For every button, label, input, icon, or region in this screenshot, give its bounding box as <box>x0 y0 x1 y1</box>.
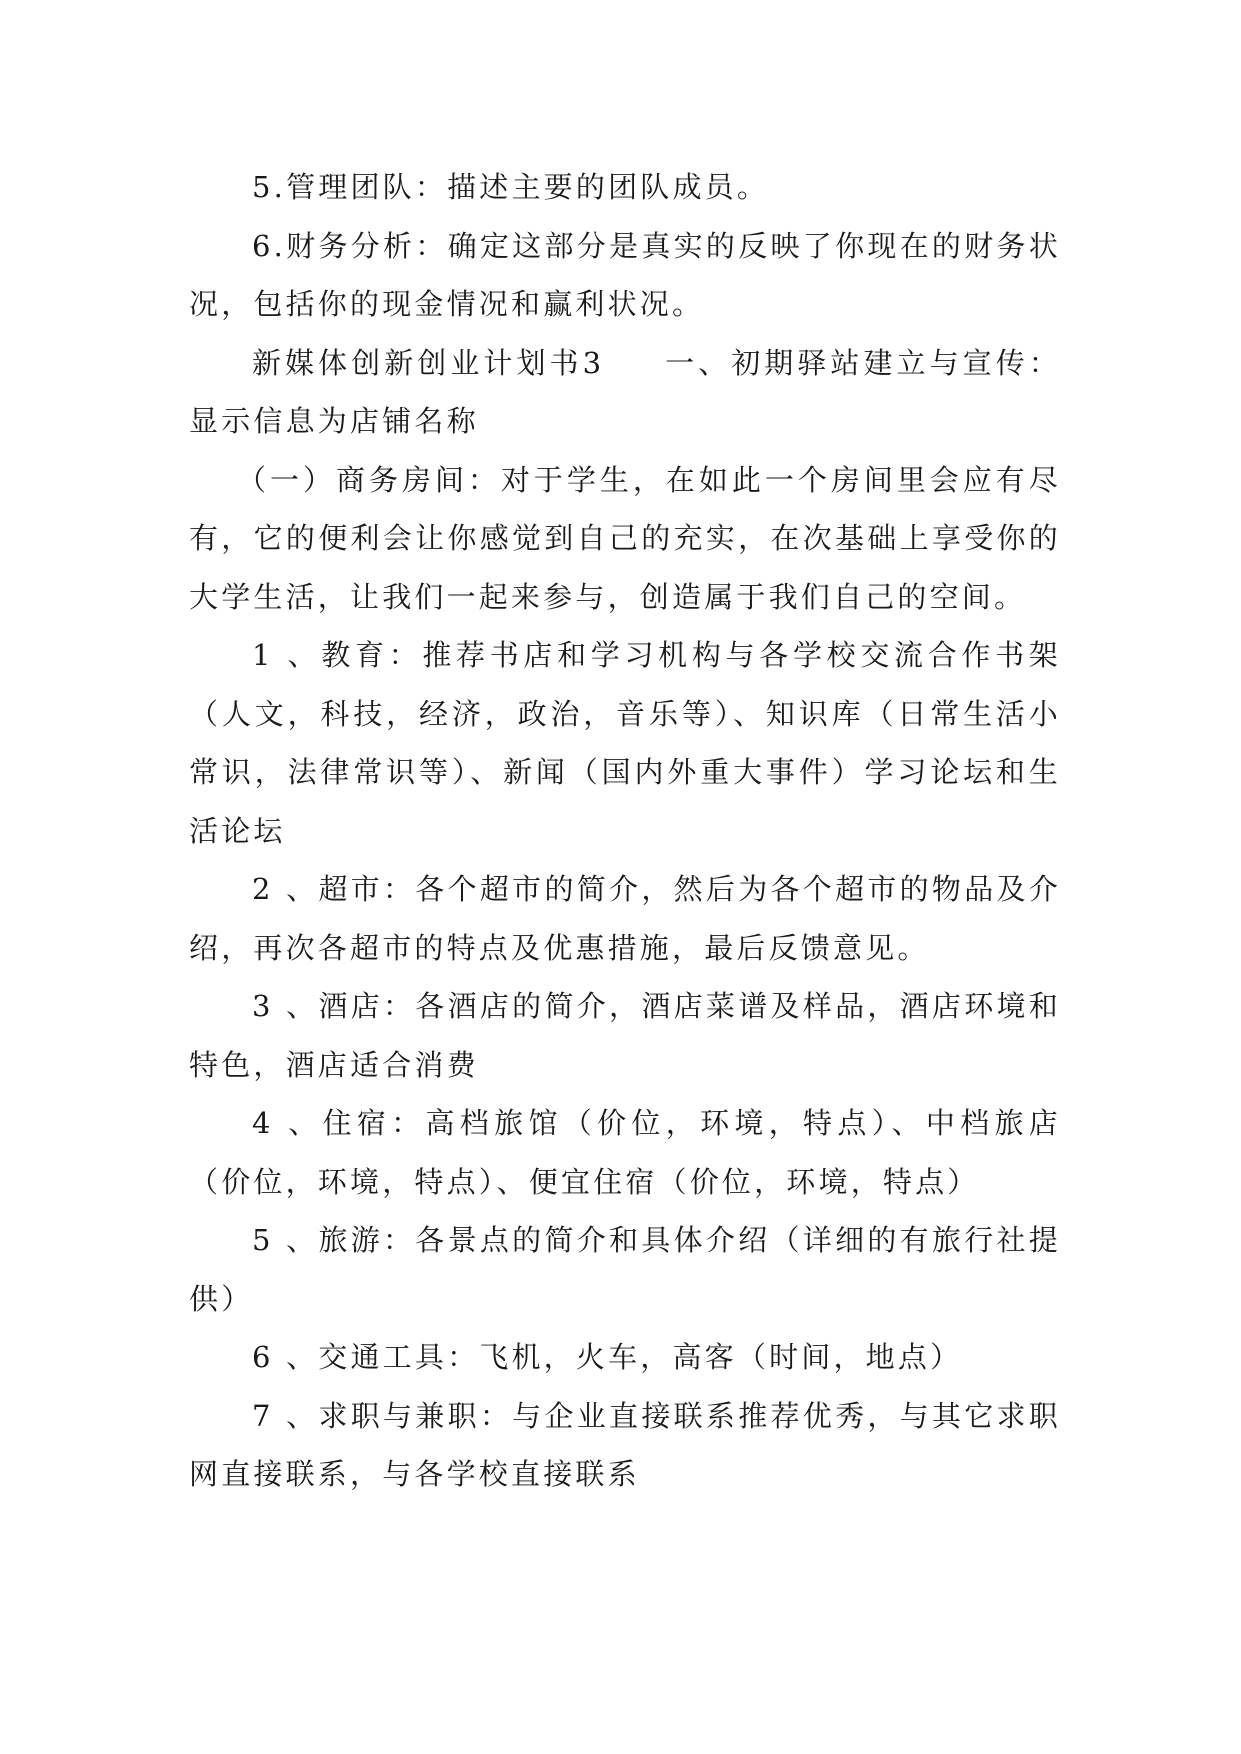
section-one-heading: 一、初期驿站建立与宣传：显示信息为店铺名称 <box>189 345 1061 438</box>
paragraph-business-room: （一）商务房间：对于学生，在如此一个房间里会应有尽有，它的便利会让你感觉到自己的充实，在次基础上享受你的大学生活，让我们一起来参与，创造属于我们自己的空间。 <box>189 462 1061 614</box>
paragraph-transport: 6 、交通工具：飞机，火车，高客（时间，地点） <box>252 1340 963 1374</box>
paragraph-jobs: 7 、求职与兼职：与企业直接联系推荐优秀，与其它求职网直接联系，与各学校直接联系 <box>189 1398 1061 1491</box>
paragraph-supermarket: 2 、超市：各个超市的简介，然后为各个超市的物品及介绍，再次各超市的特点及优惠措施，最后反馈意见。 <box>189 872 1061 965</box>
paragraph-tourism: 5 、旅游：各景点的简介和具体介绍（详细的有旅行社提供） <box>189 1223 1061 1316</box>
paragraph-management-team: 5.管理团队：描述主要的团队成员。 <box>252 170 770 204</box>
plan-title: 新媒体创新创业计划书3 <box>252 345 605 380</box>
paragraph-plan-heading <box>189 334 1061 451</box>
paragraph-financial-analysis: 6.财务分析：确定这部分是真实的反映了你现在的财务状况，包括你的现金情况和赢利状况。 <box>189 228 1061 321</box>
paragraph-education: 1 、教育：推荐书店和学习机构与各学校交流合作书架（人文，科技，经济，政治，音乐等）、知识库（日常生活小常识，法律常识等）、新闻（国内外重大事件）学习论坛和生活论坛 <box>189 638 1061 848</box>
paragraph-lodging: 4 、住宿：高档旅馆（价位，环境，特点）、中档旅店（价位，环境，特点）、便宜住宿（价位，环境，特点） <box>189 1106 1061 1199</box>
paragraph-hotel: 3 、酒店：各酒店的简介，酒店菜谱及样品，酒店环境和特色，酒店适合消费 <box>189 989 1061 1082</box>
document-body <box>189 158 1061 1504</box>
